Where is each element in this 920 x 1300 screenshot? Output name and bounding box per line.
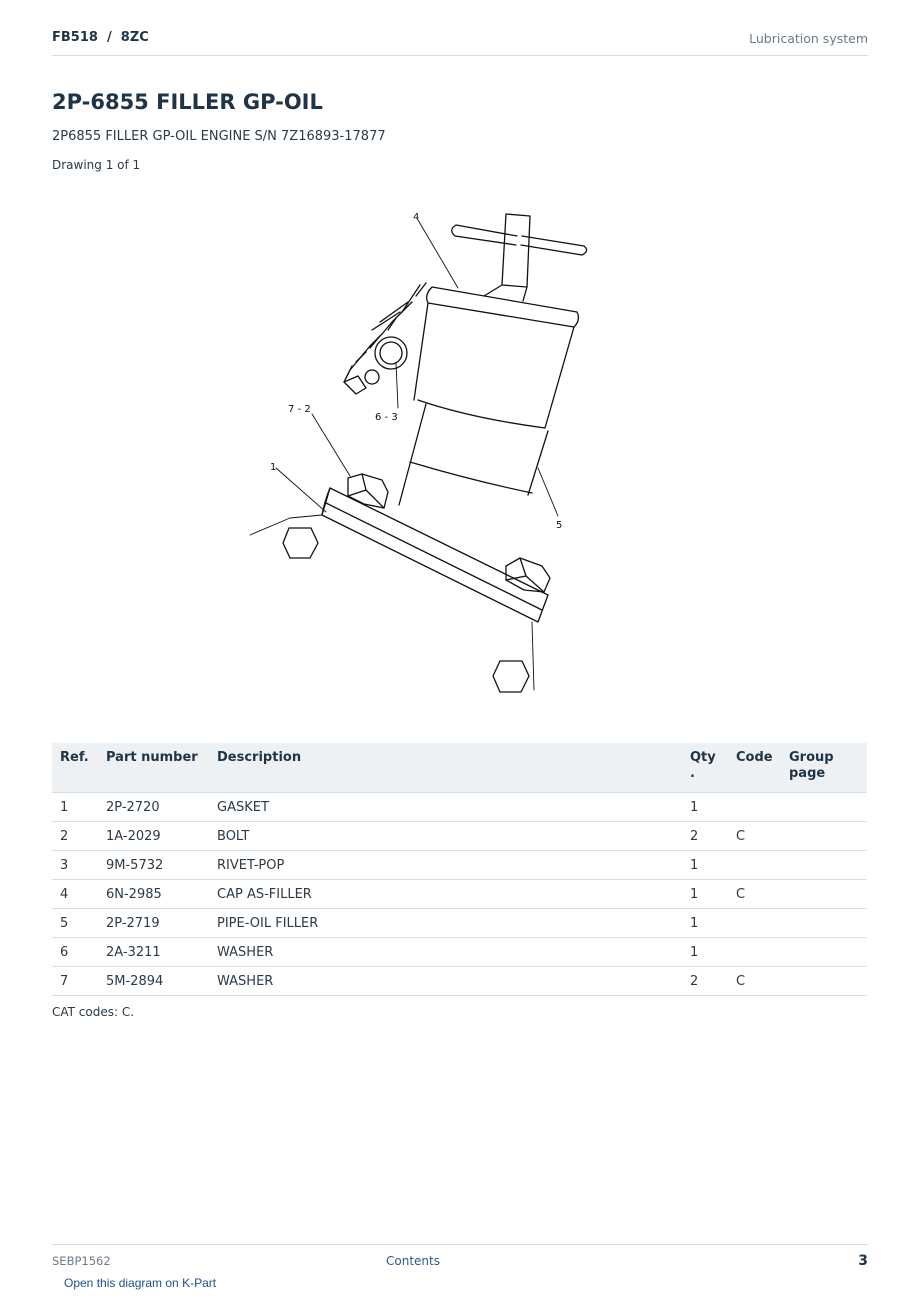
flange [322, 488, 548, 622]
cell-qty: 1 [682, 938, 728, 967]
section-name: Lubrication system [749, 31, 868, 46]
cell-group-page [781, 822, 867, 851]
leader-lines [250, 220, 558, 690]
breadcrumb: FB518 / 8ZC [52, 30, 149, 45]
cell-description: WASHER [209, 967, 682, 996]
drawing-count: Drawing 1 of 1 [52, 158, 141, 172]
cell-ref: 1 [52, 793, 98, 822]
parts-diagram [200, 195, 720, 705]
washer-and-chain [344, 283, 426, 394]
cell-part-number: 1A-2029 [98, 822, 209, 851]
cell-description: CAP AS-FILLER [209, 880, 682, 909]
page-subtitle: 2P6855 FILLER GP-OIL ENGINE S/N 7Z16893-17877 [52, 129, 386, 144]
table-row [52, 822, 867, 851]
cell-ref: 6 [52, 938, 98, 967]
cell-qty: 1 [682, 909, 728, 938]
table-row [52, 938, 867, 967]
col-code: Code [728, 743, 781, 793]
cell-ref: 7 [52, 967, 98, 996]
cell-qty: 1 [682, 793, 728, 822]
cell-group-page [781, 967, 867, 996]
cell-part-number: 6N-2985 [98, 880, 209, 909]
table-header-row [52, 743, 867, 793]
cell-code: C [728, 880, 781, 909]
cell-code [728, 851, 781, 880]
cell-group-page [781, 880, 867, 909]
cell-ref: 3 [52, 851, 98, 880]
cell-code [728, 909, 781, 938]
cell-ref: 4 [52, 880, 98, 909]
loose-hex-nuts [283, 528, 529, 692]
cell-group-page [781, 938, 867, 967]
filler-cap [414, 287, 578, 428]
callout-6-3: 6 - 3 [375, 412, 398, 423]
cell-group-page [781, 793, 867, 822]
page-number: 3 [858, 1253, 868, 1269]
cell-description: PIPE-OIL FILLER [209, 909, 682, 938]
col-group-page: Group page [781, 743, 867, 793]
cell-description: BOLT [209, 822, 682, 851]
cell-ref: 5 [52, 909, 98, 938]
document-id: SEBP1562 [52, 1254, 111, 1268]
col-part-number: Part number [98, 743, 209, 793]
cell-code [728, 793, 781, 822]
cell-group-page [781, 851, 867, 880]
callout-1: 1 [270, 462, 277, 473]
callout-4: 4 [413, 212, 420, 223]
cell-group-page [781, 909, 867, 938]
cell-part-number: 2A-3211 [98, 938, 209, 967]
cell-code [728, 938, 781, 967]
cell-qty: 1 [682, 880, 728, 909]
page-title: 2P-6855 FILLER GP-OIL [52, 90, 323, 114]
cell-ref: 2 [52, 822, 98, 851]
col-ref: Ref. [52, 743, 98, 793]
callout-7-2: 7 - 2 [288, 404, 311, 415]
cell-qty: 2 [682, 967, 728, 996]
cell-part-number: 9M-5732 [98, 851, 209, 880]
cell-part-number: 2P-2719 [98, 909, 209, 938]
col-qty: Qty . [682, 743, 728, 793]
cell-code: C [728, 967, 781, 996]
table-row [52, 793, 867, 822]
filler-pipe [399, 404, 548, 505]
t-handle [452, 214, 587, 301]
cell-qty: 1 [682, 851, 728, 880]
table-row [52, 967, 867, 996]
cat-codes-note: CAT codes: C. [52, 1005, 135, 1019]
bolt-heads [348, 474, 550, 592]
callout-5: 5 [556, 520, 563, 531]
table-row [52, 851, 867, 880]
page-header [52, 28, 868, 56]
cell-description: WASHER [209, 938, 682, 967]
table-row [52, 909, 867, 938]
page-footer [52, 1244, 868, 1275]
parts-table [52, 743, 867, 996]
cell-code: C [728, 822, 781, 851]
cell-description: GASKET [209, 793, 682, 822]
cell-qty: 2 [682, 822, 728, 851]
table-row [52, 880, 867, 909]
col-description: Description [209, 743, 682, 793]
cell-part-number: 2P-2720 [98, 793, 209, 822]
kpart-link[interactable]: Open this diagram on K-Part [64, 1276, 217, 1290]
contents-link[interactable]: Contents [386, 1254, 440, 1268]
cell-description: RIVET-POP [209, 851, 682, 880]
cell-part-number: 5M-2894 [98, 967, 209, 996]
